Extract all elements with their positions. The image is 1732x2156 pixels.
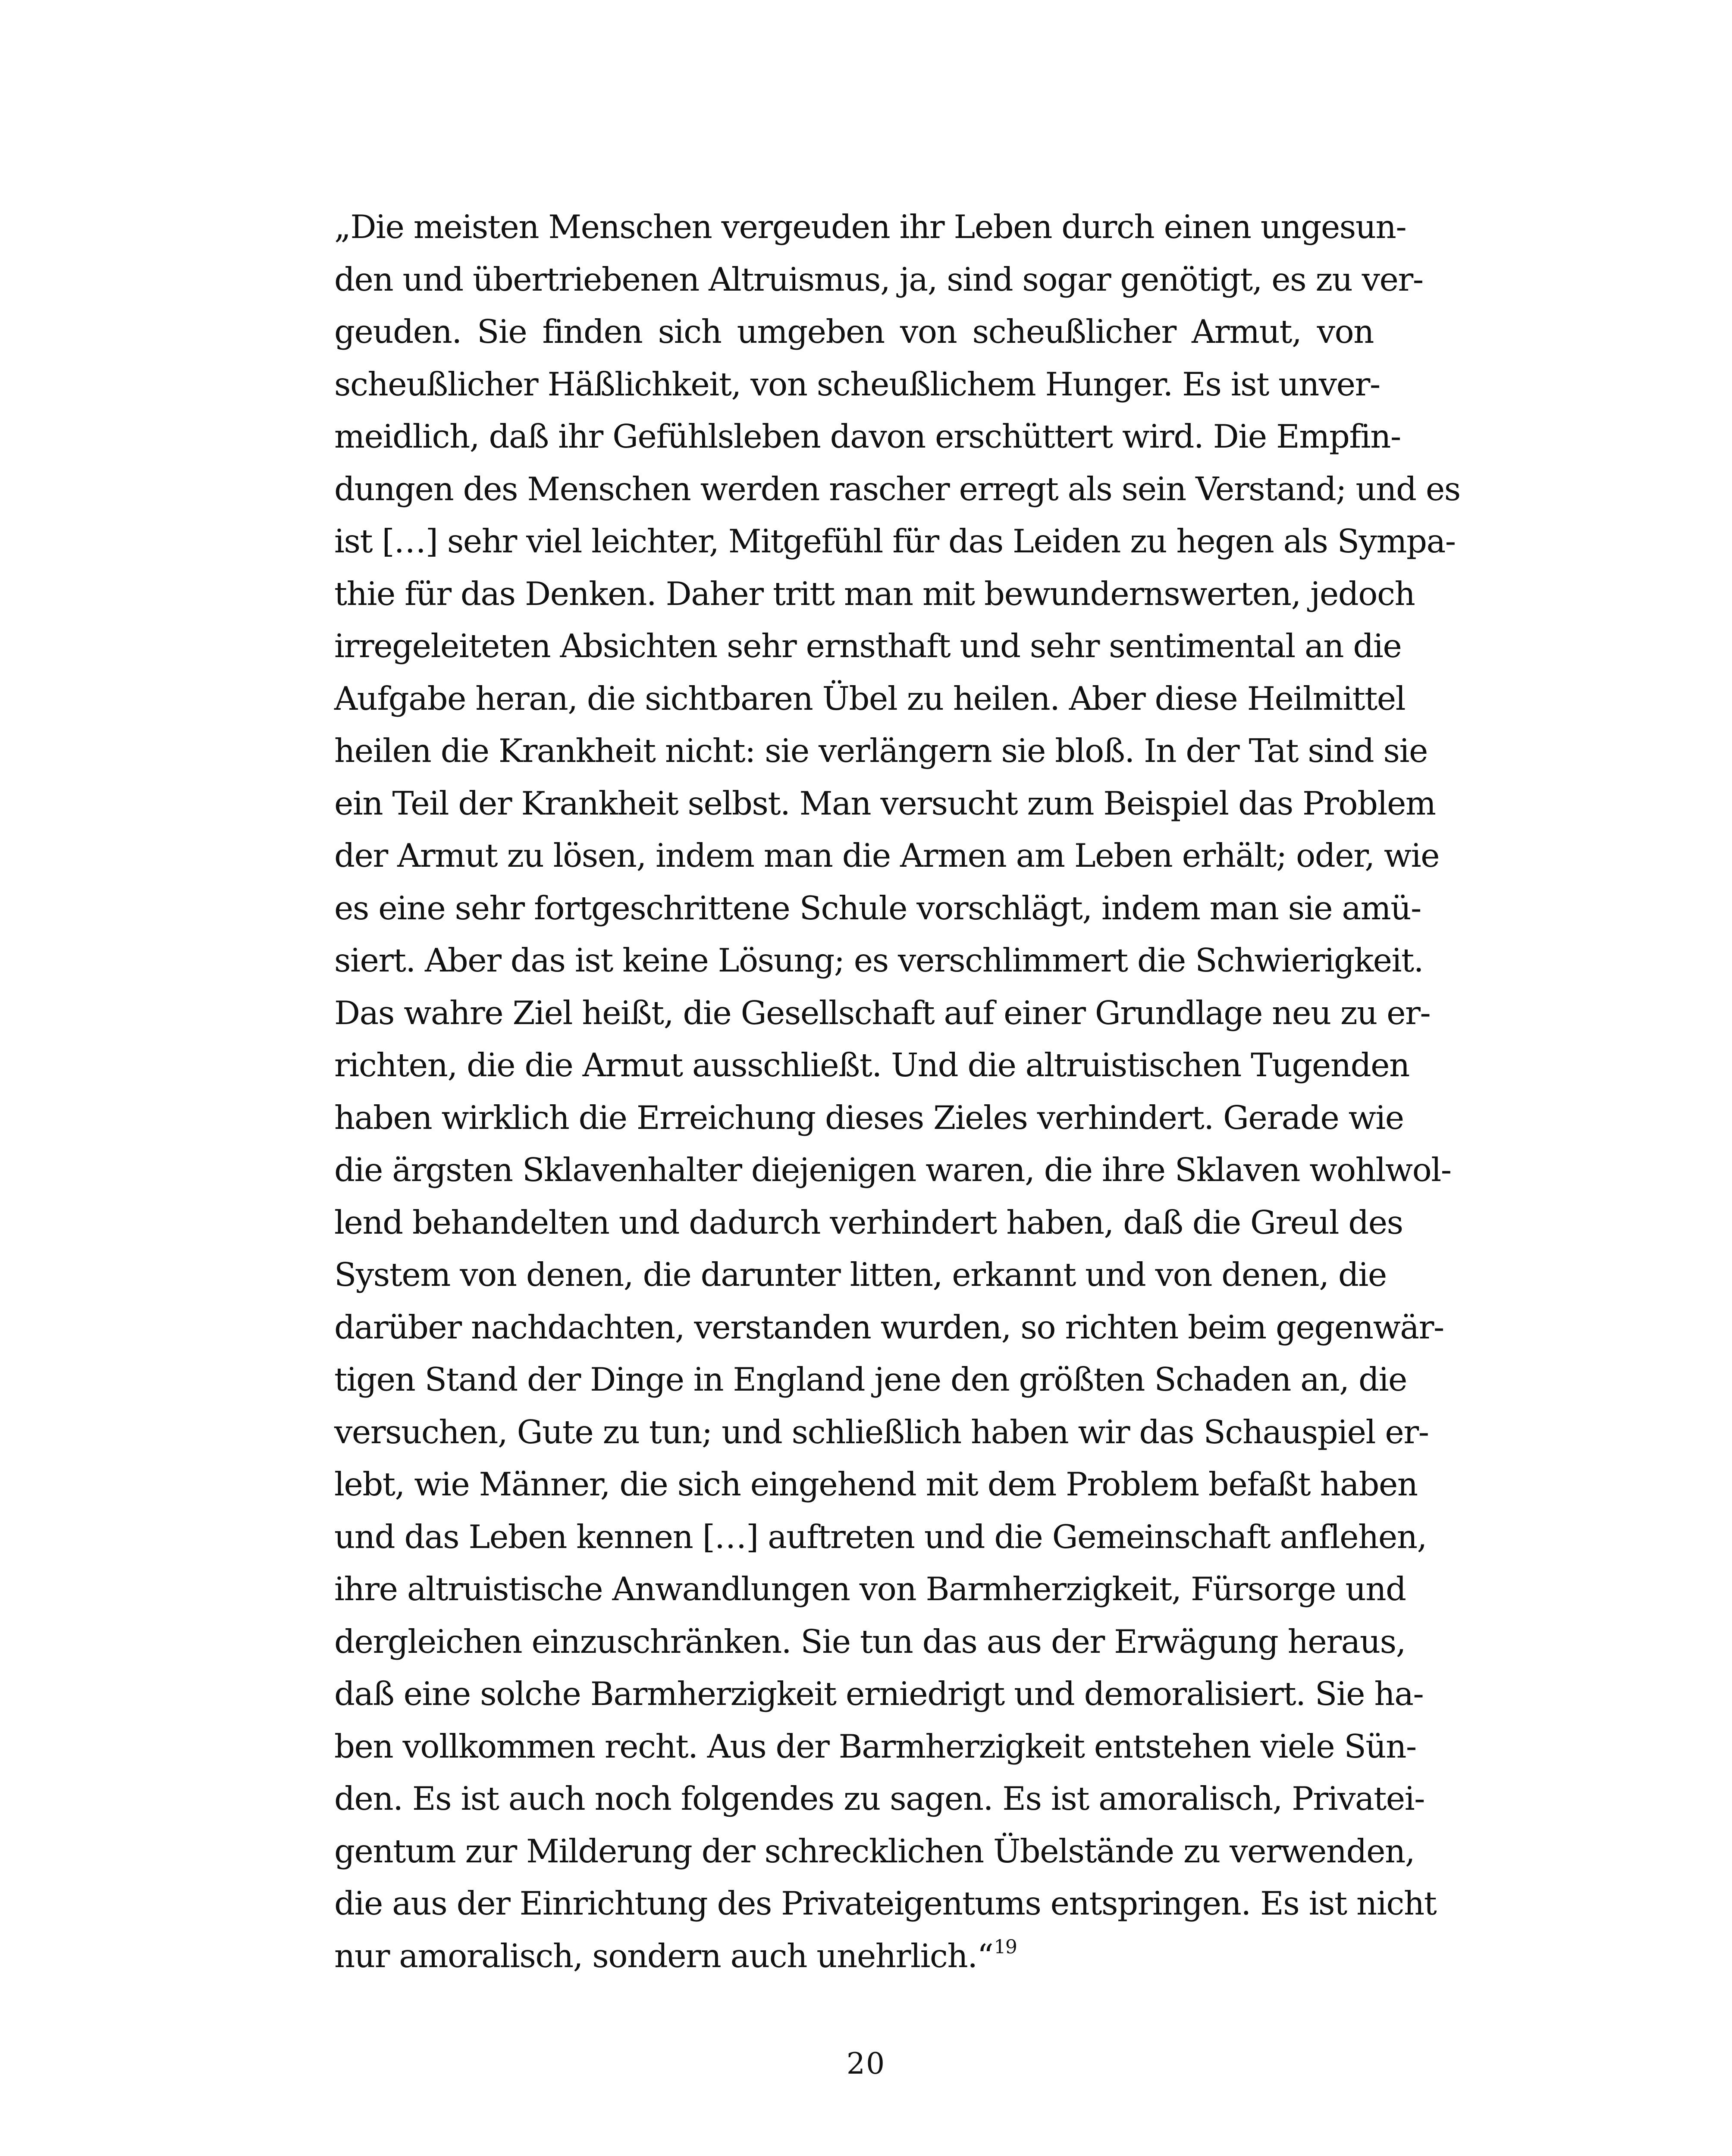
text-line: haben wirklich die Erreichung dieses Zieles verhindert. Gerade wie [334, 1098, 1404, 1137]
quotation-paragraph [334, 201, 1460, 1982]
text-line: lend behandelten und dadurch verhindert haben, daß die Greul des [334, 1203, 1403, 1241]
text-line: ist […] sehr viel leichter, Mitgefühl für das Leiden zu hegen als Sympa- [334, 522, 1456, 560]
text-line: gentum zur Milderung der schrecklichen Übelstände zu verwenden, [334, 1832, 1415, 1870]
text-line: darüber nachdachten, verstanden wurden, so richten beim gegenwär- [334, 1308, 1444, 1346]
text-line: irregeleiteten Absichten sehr ernsthaft und sehr sentimental an die [334, 627, 1402, 665]
text-line: ihre altruistische Anwandlungen von Barmherzigkeit, Fürsorge und [334, 1570, 1406, 1608]
text-line: tigen Stand der Dinge in England jene den größten Schaden an, die [334, 1360, 1407, 1398]
text-line: und das Leben kennen […] auftreten und die Gemeinschaft anflehen, [334, 1517, 1427, 1556]
text-line: die aus der Einrichtung des Privateigentums entspringen. Es ist nicht [334, 1884, 1437, 1922]
text-line: dungen des Menschen werden rascher erregt als sein Verstand; und es [334, 470, 1460, 508]
text-line: dergleichen einzuschränken. Sie tun das aus der Erwägung heraus, [334, 1622, 1406, 1661]
text-line: meidlich, daß ihr Gefühlsleben davon erschüttert wird. Die Empfin- [334, 417, 1401, 455]
text-line: heilen die Krankheit nicht: sie verlängern sie bloß. In der Tat sind sie [334, 732, 1428, 770]
text-line: richten, die die Armut ausschließt. Und die altruistischen Tugenden [334, 1046, 1409, 1084]
text-line: ein Teil der Krankheit selbst. Man versucht zum Beispiel das Problem [334, 784, 1436, 822]
text-line: Aufgabe heran, die sichtbaren Übel zu heilen. Aber diese Heilmittel [334, 679, 1406, 718]
text-line: Das wahre Ziel heißt, die Gesellschaft auf einer Grundlage neu zu er- [334, 993, 1431, 1032]
text-line: thie für das Denken. Daher tritt man mit bewundernswerten, jedoch [334, 574, 1415, 613]
text-line: scheußlicher Häßlichkeit, von scheußlichem Hunger. Es ist unver- [334, 365, 1380, 403]
text-line: siert. Aber das ist keine Lösung; es verschlimmert die Schwierigkeit. [334, 941, 1423, 979]
text-line: den und übertriebenen Altruismus, ja, sind sogar genötigt, es zu ver- [334, 260, 1423, 298]
page-number: 20 [846, 2047, 886, 2081]
text-line: die ärgsten Sklavenhalter diejenigen waren, die ihre Sklaven wohlwol- [334, 1151, 1451, 1189]
text-line: ben vollkommen recht. Aus der Barmherzigkeit entstehen viele Sün- [334, 1727, 1416, 1765]
text-line: lebt, wie Männer, die sich eingehend mit dem Problem befaßt haben [334, 1465, 1418, 1503]
text-line: den. Es ist auch noch folgendes zu sagen. Es ist amoralisch, Privatei- [334, 1780, 1425, 1818]
last-line-text: nur amoralisch, sondern auch unehrlich.“ [334, 1937, 993, 1975]
text-line: System von denen, die darunter litten, erkannt und von denen, die [334, 1256, 1387, 1294]
text-line: es eine sehr fortgeschrittene Schule vorschlägt, indem man sie amü- [334, 889, 1421, 927]
text-line-last [334, 1930, 1374, 1983]
text-line: daß eine solche Barmherzigkeit erniedrigt und demoralisiert. Sie ha- [334, 1675, 1424, 1713]
text-line: geuden. Sie finden sich umgeben von scheußlicher Armut, von [334, 313, 1374, 351]
text-line: versuchen, Gute zu tun; und schließlich haben wir das Schauspiel er- [334, 1413, 1429, 1451]
text-line: der Armut zu lösen, indem man die Armen am Leben erhält; oder, wie [334, 837, 1439, 874]
footnote-marker[interactable]: 19 [994, 1936, 1017, 1958]
text-line: „Die meisten Menschen vergeuden ihr Leben durch einen ungesun- [334, 208, 1406, 246]
